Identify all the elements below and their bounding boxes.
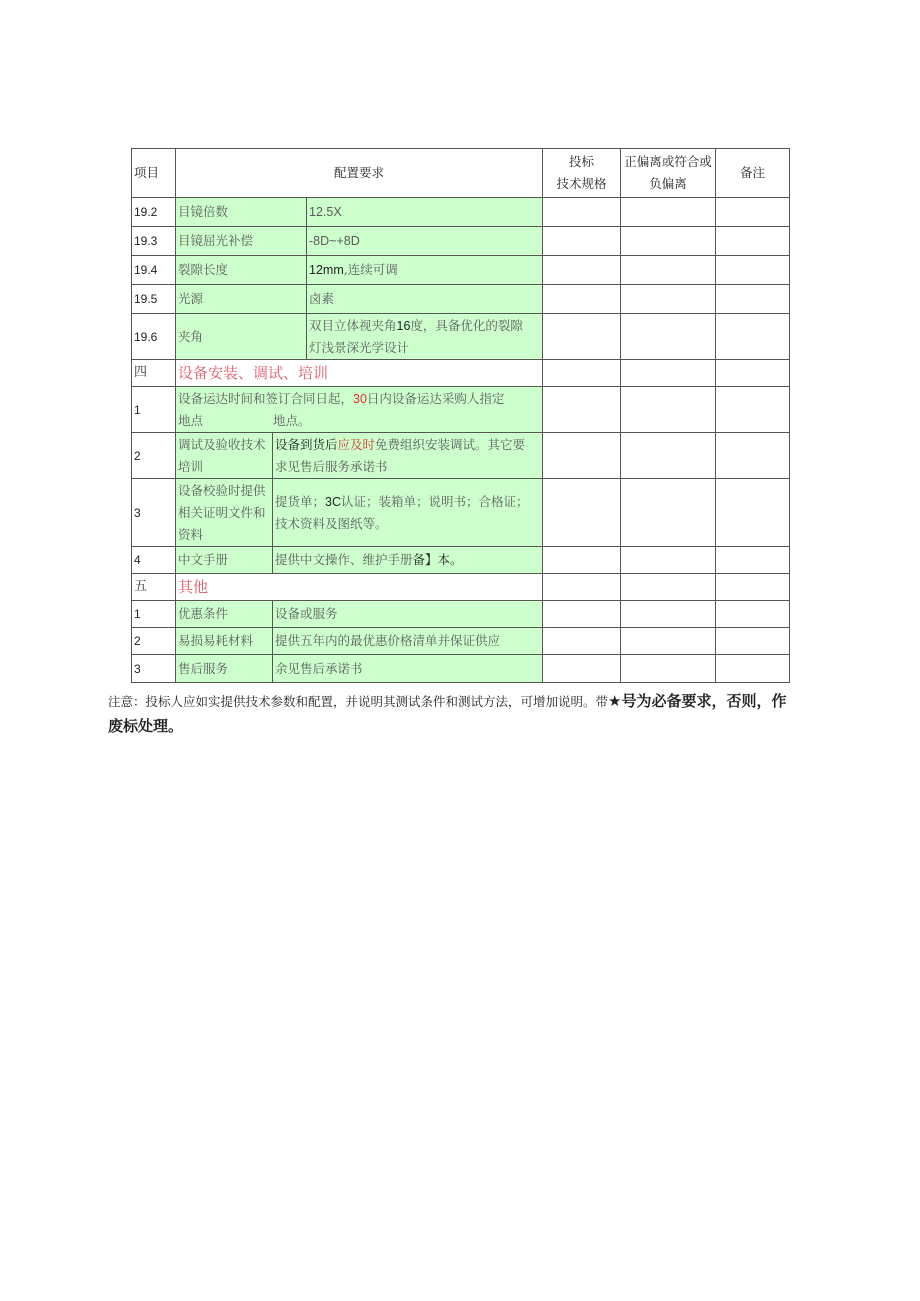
table-row (132, 198, 790, 227)
remark-cell (716, 227, 790, 256)
row-name: 裂隙长度 (176, 256, 307, 285)
table-row (132, 256, 790, 285)
bid-spec-cell (543, 360, 621, 387)
row-name: 调试及验收技术 培训 (176, 433, 273, 479)
table-row (132, 601, 790, 628)
header-bid-spec: 投标 技术规格 (543, 149, 621, 198)
table-row (132, 285, 790, 314)
row-number: 3 (132, 479, 176, 547)
bid-spec-cell (543, 574, 621, 601)
bid-spec-cell (543, 547, 621, 574)
row-value: 设备运达时间和签订合同日起，30日内设备运达采购人指定 地点 地点。 (176, 387, 543, 433)
row-number: 19.5 (132, 285, 176, 314)
header-remark: 备注 (716, 149, 790, 198)
remark-cell (716, 198, 790, 227)
deviation-cell (621, 547, 716, 574)
bid-spec-cell (543, 285, 621, 314)
table-row (132, 314, 790, 360)
row-value: 12mm,连续可调 (307, 256, 543, 285)
remark-cell (716, 547, 790, 574)
deviation-cell (621, 198, 716, 227)
table-row (132, 628, 790, 655)
remark-cell (716, 601, 790, 628)
row-value: 12.5X (307, 198, 543, 227)
row-value: -8D~+8D (307, 227, 543, 256)
deviation-cell (621, 285, 716, 314)
table-row (132, 387, 790, 433)
bid-spec-cell (543, 601, 621, 628)
row-value: 提供五年内的最优惠价格清单并保证供应 (273, 628, 543, 655)
footnote: 注意：投标人应如实提供技术参数和配置，并说明其测试条件和测试方法，可增加说明。带★号为必备要求，否则，作废标处理。 (108, 692, 787, 735)
row-name: 目镜屈光补偿 (176, 227, 307, 256)
deviation-cell (621, 360, 716, 387)
header-deviation: 正偏离或符合或 负偏离 (621, 149, 716, 198)
section-row (132, 574, 790, 601)
table-row (132, 433, 790, 479)
spec-table (131, 148, 790, 683)
header-item: 项目 (132, 149, 176, 198)
row-number: 19.3 (132, 227, 176, 256)
deviation-cell (621, 256, 716, 285)
section-number: 五 (132, 574, 176, 601)
row-name: 目镜倍数 (176, 198, 307, 227)
row-number: 19.6 (132, 314, 176, 360)
remark-cell (716, 628, 790, 655)
row-value: 双目立体视夹角16度，具备优化的裂隙 灯浅景深光学设计 (307, 314, 543, 360)
row-number: 3 (132, 655, 176, 683)
deviation-cell (621, 601, 716, 628)
remark-cell (716, 574, 790, 601)
section-title: 设备安装、调试、培训 (176, 360, 543, 387)
bid-spec-cell (543, 479, 621, 547)
row-number: 19.2 (132, 198, 176, 227)
remark-cell (716, 360, 790, 387)
deviation-cell (621, 628, 716, 655)
bid-spec-cell (543, 387, 621, 433)
deviation-cell (621, 655, 716, 683)
row-value: 设备到货后应及时免费组织安装调试。其它要 求见售后服务承诺书 (273, 433, 543, 479)
table-row (132, 479, 790, 547)
table-row (132, 547, 790, 574)
row-number: 4 (132, 547, 176, 574)
remark-cell (716, 433, 790, 479)
deviation-cell (621, 479, 716, 547)
section-number: 四 (132, 360, 176, 387)
section-title: 其他 (176, 574, 543, 601)
row-name: 设备校验时提供 相关证明文件和 资料 (176, 479, 273, 547)
row-number: 1 (132, 601, 176, 628)
row-value: 余见售后承诺书 (273, 655, 543, 683)
row-name: 夹角 (176, 314, 307, 360)
remark-cell (716, 655, 790, 683)
remark-cell (716, 285, 790, 314)
deviation-cell (621, 227, 716, 256)
table-row (132, 655, 790, 683)
row-number: 2 (132, 433, 176, 479)
bid-spec-cell (543, 433, 621, 479)
row-value: 卤素 (307, 285, 543, 314)
remark-cell (716, 479, 790, 547)
row-number: 19.4 (132, 256, 176, 285)
remark-cell (716, 387, 790, 433)
bid-spec-cell (543, 227, 621, 256)
table-header-row (132, 149, 790, 198)
header-config: 配置要求 (176, 149, 543, 198)
deviation-cell (621, 433, 716, 479)
remark-cell (716, 256, 790, 285)
bid-spec-cell (543, 655, 621, 683)
bid-spec-cell (543, 314, 621, 360)
bid-spec-cell (543, 628, 621, 655)
section-row (132, 360, 790, 387)
row-name: 易损易耗材料 (176, 628, 273, 655)
table-row (132, 227, 790, 256)
deviation-cell (621, 387, 716, 433)
row-number: 2 (132, 628, 176, 655)
bid-spec-cell (543, 256, 621, 285)
row-name: 优惠条件 (176, 601, 273, 628)
row-value: 提货单；3C认证；装箱单；说明书；合格证； 技术资料及图纸等。 (273, 479, 543, 547)
row-value: 设备或服务 (273, 601, 543, 628)
row-number: 1 (132, 387, 176, 433)
deviation-cell (621, 574, 716, 601)
deviation-cell (621, 314, 716, 360)
row-name: 光源 (176, 285, 307, 314)
row-value: 提供中文操作、维护手册备】本。 (273, 547, 543, 574)
remark-cell (716, 314, 790, 360)
row-name: 售后服务 (176, 655, 273, 683)
bid-spec-cell (543, 198, 621, 227)
row-name: 中文手册 (176, 547, 273, 574)
